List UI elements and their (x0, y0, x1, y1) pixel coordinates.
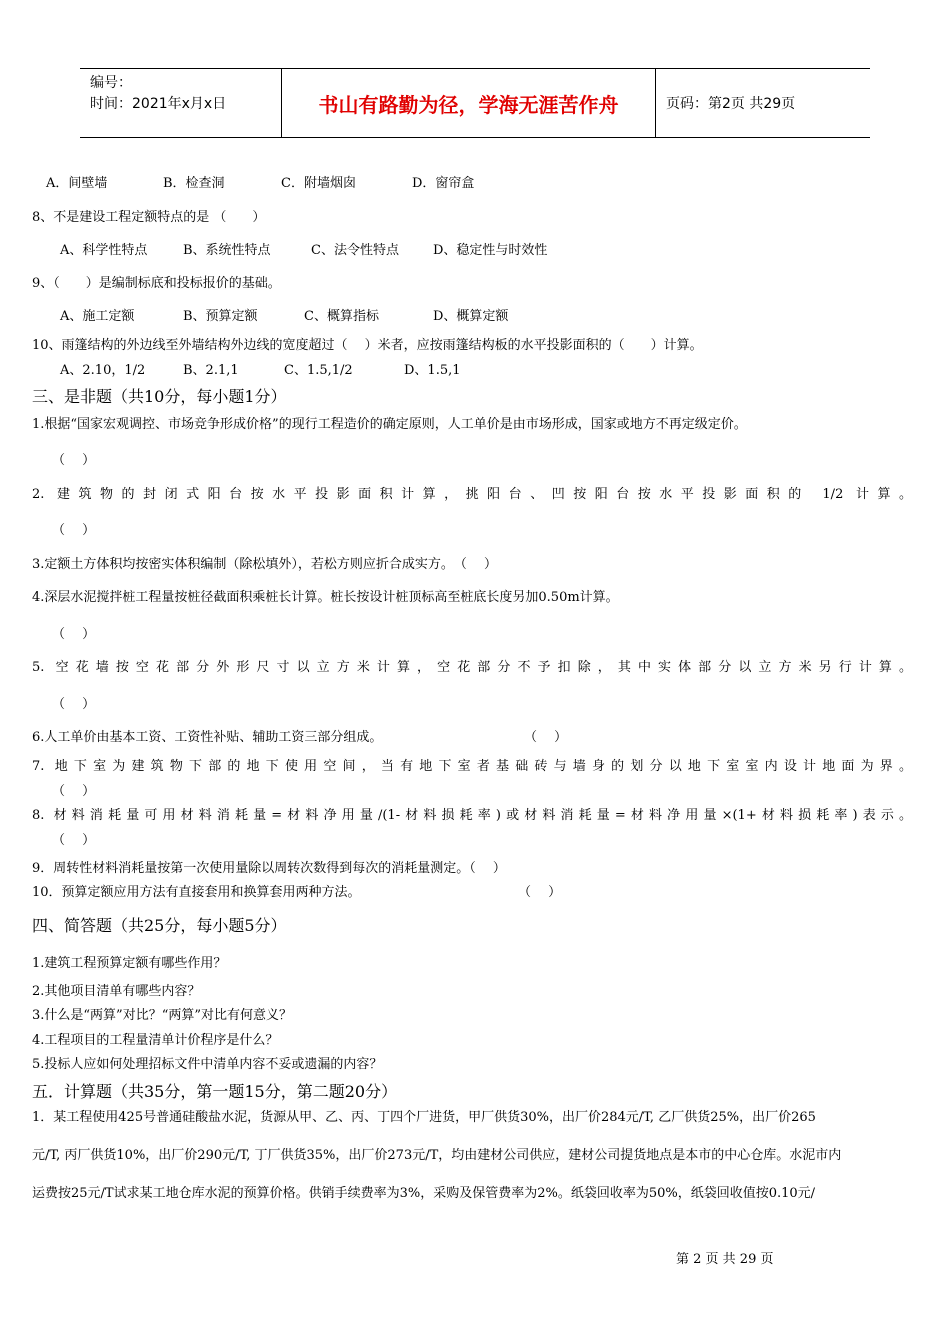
q10-option-b: B、2.1,1 (183, 363, 239, 378)
q8-option-a: A、科学性特点 (60, 243, 148, 258)
calc-line-1: 1．某工程使用425号普通硅酸盐水泥，货源从甲、乙、丙、丁四个厂进货，甲厂供货30%，出厂价284元/T, 乙厂供货25%，出厂价265 (32, 1110, 816, 1125)
section-3-title: 三、是非题（共10分，每小题1分） (32, 387, 287, 406)
short-answer-1: 1.建筑工程预算定额有哪些作用？ (32, 956, 227, 971)
q8-stem: 8、不是建设工程定额特点的是 （ ） (32, 210, 266, 225)
short-answer-4: 4.工程项目的工程量清单计价程序是什么？ (32, 1033, 279, 1048)
short-answer-3: 3.什么是“两算”对比？“两算”对比有何意义？ (32, 1008, 292, 1023)
tf-item-10: 10．预算定额应用方法有直接套用和换算套用两种方法。 (32, 885, 361, 900)
q9-option-a: A、施工定额 (60, 309, 135, 324)
calc-line-3: 运费按25元/T试求某工地仓库水泥的预算价格。供销手续费率为3%，采购及保管费率为2%。纸袋回收率为50%，纸袋回收值按0.10元/ (32, 1186, 816, 1201)
page-header (80, 68, 870, 138)
q7-option-b: B．检查洞 (163, 176, 225, 191)
q10-stem: 10、雨篷结构的外边线至外墙结构外边线的宽度超过（ ）米者，应按雨篷结构板的水平投影面积的（ ）计算。 (32, 338, 703, 353)
tf-answer-5: （ ） (52, 697, 96, 712)
header-page-info: 页码：第2页 共29页 (666, 96, 796, 112)
calc-line-2: 元/T, 丙厂供货10%，出厂价290元/T, 丁厂供货35%，出厂价273元/T，均由建材公司供应，建材公司提货地点是本市的中心仓库。水泥市内 (32, 1148, 842, 1163)
q10-option-a: A、2.10，1/2 (60, 363, 146, 378)
tf-answer-6: （ ） (524, 730, 568, 745)
q7-option-a: A．间壁墙 (46, 176, 108, 191)
q8-option-b: B、系统性特点 (183, 243, 271, 258)
q8-option-c: C、法令性特点 (311, 243, 399, 258)
tf-answer-8: （ ） (52, 833, 96, 848)
header-motto: 书山有路勤为径，学海无涯苦作舟 (282, 69, 656, 137)
q7-option-d: D．窗帘盒 (412, 176, 475, 191)
section-4-title: 四、简答题（共25分，每小题5分） (32, 916, 287, 935)
tf-answer-7: （ ） (52, 784, 96, 799)
tf-item-5: 5. 空花墙按空花部分外形尺寸以立方米计算，空花部分不予扣除，其中实体部分以立方米另行计算。 (32, 660, 912, 675)
tf-answer-4: （ ） (52, 627, 96, 642)
tf-answer-2: （ ） (52, 523, 96, 538)
tf-answer-1: （ ） (52, 453, 96, 468)
date-label: 时间：2021年x月x日 (90, 96, 227, 112)
q9-option-d: D、概算定额 (433, 309, 509, 324)
tf-item-1: 1.根据“国家宏观调控、市场竞争形成价格”的现行工程造价的确定原则，人工单价是由市场形成，国家或地方不再定级定价。 (32, 417, 747, 432)
tf-item-6: 6.人工单价由基本工资、工资性补贴、辅助工资三部分组成。 (32, 730, 383, 745)
q9-stem: 9、（ ）是编制标底和投标报价的基础。 (32, 276, 281, 291)
number-label: 编号： (90, 75, 132, 91)
q7-option-c: C．附墙烟囱 (281, 176, 356, 191)
short-answer-5: 5.投标人应如何处理招标文件中清单内容不妥或遗漏的内容？ (32, 1057, 383, 1072)
header-meta (80, 69, 282, 137)
page-footer: 第 2 页 共 29 页 (676, 1252, 774, 1267)
q8-option-d: D、稳定性与时效性 (433, 243, 548, 258)
tf-item-7: 7. 地下室为建筑物下部的地下使用空间，当有地下室者基础砖与墙身的划分以地下室室内设计地面为界。 (32, 759, 912, 774)
section-5-title: 五．计算题（共35分，第一题15分，第二题20分） (32, 1082, 398, 1101)
q10-option-d: D、1.5,1 (404, 363, 461, 378)
q10-option-c: C、1.5,1/2 (284, 363, 353, 378)
tf-item-9: 9．周转性材料消耗量按第一次使用量除以周转次数得到每次的消耗量测定。（ ） (32, 861, 506, 876)
tf-item-2: 2. 建筑物的封闭式阳台按水平投影面积计算，挑阳台、凹按阳台按水平投影面积的 1/2 计算。 (32, 487, 912, 502)
tf-item-8: 8. 材料消耗量可用材料消耗量=材料净用量/(1-材料损耗率)或材料消耗量=材料净用量×(1+材料损耗率)表示。 (32, 808, 912, 823)
tf-item-4: 4.深层水泥搅拌桩工程量按桩径截面积乘桩长计算。桩长按设计桩顶标高至桩底长度另加0.50m计算。 (32, 590, 619, 605)
tf-item-3: 3.定额土方体积均按密实体积编制（除松填外），若松方则应折合成实方。 （ ） (32, 557, 498, 572)
q9-option-b: B、预算定额 (183, 309, 258, 324)
short-answer-2: 2.其他项目清单有哪些内容？ (32, 984, 201, 999)
q9-option-c: C、概算指标 (304, 309, 379, 324)
tf-answer-10: （ ） (518, 885, 562, 900)
